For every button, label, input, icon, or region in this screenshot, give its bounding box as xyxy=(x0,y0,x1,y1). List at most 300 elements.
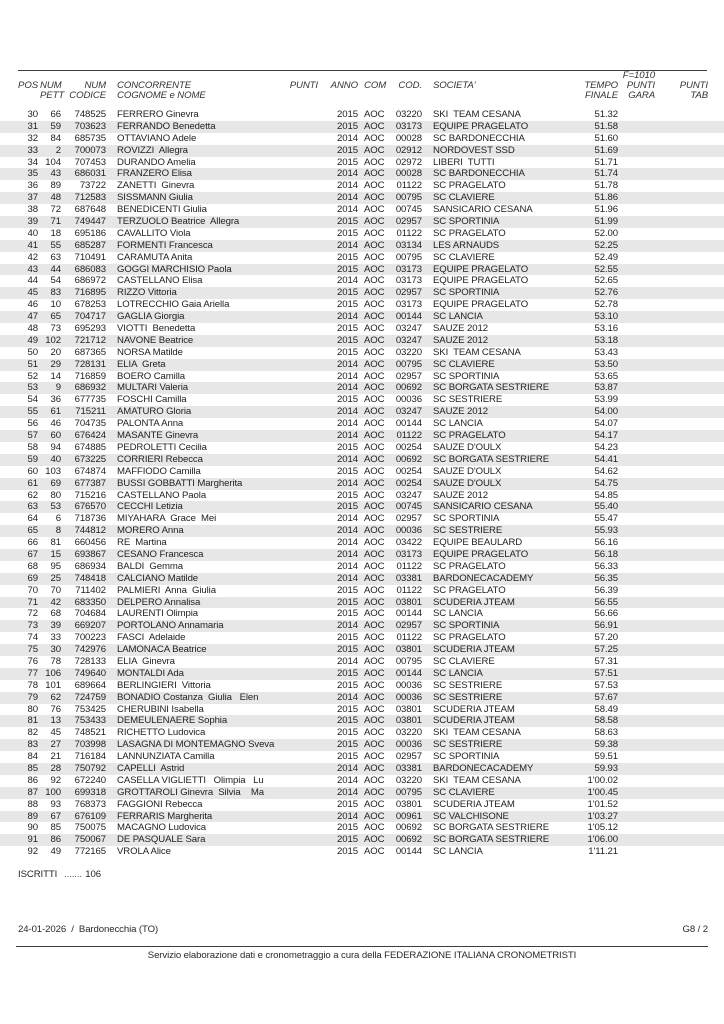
cell-anno: 2015 xyxy=(337,323,358,335)
cell-tempo: 55.47 xyxy=(594,513,618,525)
cell-codice: 716859 xyxy=(74,370,106,382)
cell-codice: 676570 xyxy=(74,501,106,513)
cell-societa: SANSICARIO CESANA xyxy=(433,501,533,513)
cell-cod: 01122 xyxy=(396,180,422,192)
cell-tempo: 54.75 xyxy=(594,477,618,489)
cell-codice: 753425 xyxy=(74,703,106,715)
cell-com: AOC xyxy=(364,168,385,180)
cell-num-pett: 85 xyxy=(50,822,61,834)
cell-societa: SKI TEAM CESANA xyxy=(433,346,521,358)
cell-anno: 2014 xyxy=(337,572,358,584)
cell-codice: 686083 xyxy=(74,263,106,275)
cell-codice: 695293 xyxy=(74,323,106,335)
cell-pos: 45 xyxy=(27,287,38,299)
cell-codice: 742976 xyxy=(74,644,106,656)
table-row xyxy=(0,620,724,632)
cell-anno: 2014 xyxy=(337,786,358,798)
cell-com: AOC xyxy=(364,275,385,287)
column-header-punti-tab-line2: TAB xyxy=(690,90,708,101)
cell-tempo: 51.32 xyxy=(594,109,618,120)
cell-cod: 00144 xyxy=(395,846,422,858)
table-row xyxy=(0,739,724,751)
cell-name: DELPERO Annalisa xyxy=(117,596,201,608)
cell-num-pett: 39 xyxy=(50,620,61,632)
cell-tempo: 1'05.12 xyxy=(587,822,618,834)
cell-name: NAVONE Beatrice xyxy=(117,334,194,346)
cell-cod: 00961 xyxy=(395,810,422,822)
cell-tempo: 54.07 xyxy=(594,418,618,430)
cell-anno: 2015 xyxy=(337,394,358,406)
cell-societa: EQUIPE BEAULARD xyxy=(433,537,523,549)
column-header-pett-line2: PETT xyxy=(40,90,65,101)
cell-num-pett: 6 xyxy=(55,513,61,525)
cell-societa: SAUZE D'OULX xyxy=(433,465,502,477)
cell-anno: 2015 xyxy=(337,679,358,691)
cell-cod: 01122 xyxy=(396,560,422,572)
cell-cod: 02972 xyxy=(395,156,422,168)
cell-tempo: 51.96 xyxy=(594,204,618,216)
cell-societa: EQUIPE PRAGELATO xyxy=(433,263,529,275)
cell-anno: 2014 xyxy=(337,560,358,572)
cell-anno: 2015 xyxy=(337,287,358,299)
cell-pos: 43 xyxy=(27,263,38,275)
cell-com: AOC xyxy=(364,739,385,751)
cell-tempo: 52.55 xyxy=(594,263,618,275)
cell-pos: 79 xyxy=(27,691,38,703)
cell-com: AOC xyxy=(364,465,385,477)
cell-societa: SC PRAGELATO xyxy=(433,584,506,596)
cell-societa: SCUDERIA JTEAM xyxy=(433,798,515,810)
cell-tempo: 52.00 xyxy=(594,227,618,239)
cell-name: FOSCHI Camilla xyxy=(117,394,187,406)
cell-codice: 748521 xyxy=(74,727,106,739)
table-row xyxy=(0,704,724,716)
cell-anno: 2014 xyxy=(337,691,358,703)
cell-codice: 660456 xyxy=(74,537,106,549)
cell-anno: 2015 xyxy=(337,251,358,263)
cell-tempo: 59.38 xyxy=(594,739,618,751)
cell-societa: SC BORGATA SESTRIERE xyxy=(433,453,549,465)
cell-anno: 2015 xyxy=(337,632,358,644)
cell-pos: 53 xyxy=(27,382,38,394)
cell-pos: 71 xyxy=(27,596,38,608)
cell-num-pett: 8 xyxy=(55,525,61,537)
cell-pos: 39 xyxy=(27,216,38,228)
cell-num-pett: 33 xyxy=(50,632,61,644)
cell-anno: 2014 xyxy=(337,311,358,323)
cell-com: AOC xyxy=(364,382,385,394)
cell-name: PALONTA Anna xyxy=(117,418,184,430)
cell-com: AOC xyxy=(364,216,385,228)
cell-pos: 46 xyxy=(27,299,38,311)
cell-codice: 683350 xyxy=(74,596,106,608)
table-row xyxy=(0,454,724,466)
cell-codice: 748418 xyxy=(74,572,106,584)
cell-anno: 2014 xyxy=(337,548,358,560)
cell-societa: SC PRAGELATO xyxy=(433,227,506,239)
cell-anno: 2015 xyxy=(337,465,358,477)
cell-name: FERRERO Ginevra xyxy=(117,109,199,120)
cell-anno: 2015 xyxy=(337,144,358,156)
cell-tempo: 56.39 xyxy=(594,584,618,596)
cell-societa: SC SPORTINIA xyxy=(433,287,500,299)
cell-societa: SC BARDONECCHIA xyxy=(433,132,525,144)
cell-anno: 2015 xyxy=(337,501,358,513)
iscritti-count: 106 xyxy=(85,869,101,880)
cell-name: LAMONACA Beatrice xyxy=(117,644,207,656)
table-row xyxy=(0,299,724,311)
cell-codice: 686932 xyxy=(74,382,106,394)
cell-anno: 2015 xyxy=(337,334,358,346)
cell-pos: 42 xyxy=(27,251,38,263)
cell-codice: 686972 xyxy=(74,275,106,287)
cell-codice: 716895 xyxy=(74,287,106,299)
iscritti-label: ISCRITTI xyxy=(18,869,58,880)
cell-cod: 00254 xyxy=(395,465,422,477)
table-row xyxy=(0,109,724,121)
cell-name: FERRARIS Margherita xyxy=(117,810,213,822)
cell-codice: 677735 xyxy=(74,394,106,406)
cell-cod: 03801 xyxy=(395,798,422,810)
cell-societa: SC PRAGELATO xyxy=(433,560,506,572)
cell-cod: 00692 xyxy=(395,382,422,394)
cell-societa: SAUZE 2012 xyxy=(433,489,488,501)
cell-codice: 703623 xyxy=(74,120,106,132)
cell-anno: 2014 xyxy=(337,418,358,430)
table-row xyxy=(0,275,724,287)
cell-name: CASTELLANO Elisa xyxy=(117,275,203,287)
column-header-societa: SOCIETA' xyxy=(433,80,476,91)
cell-pos: 36 xyxy=(27,180,38,192)
table-row xyxy=(0,573,724,585)
cell-com: AOC xyxy=(364,132,385,144)
cell-tempo: 57.20 xyxy=(594,632,618,644)
cell-cod: 02957 xyxy=(395,620,422,632)
cell-cod: 03801 xyxy=(395,715,422,727)
cell-societa: SC BORGATA SESTRIERE xyxy=(433,822,549,834)
cell-cod: 03220 xyxy=(395,346,422,358)
cell-cod: 00144 xyxy=(395,311,422,323)
table-row xyxy=(0,252,724,264)
column-header-pos: POS xyxy=(18,80,38,91)
cell-codice: 669207 xyxy=(74,620,106,632)
cell-tempo: 52.65 xyxy=(594,275,618,287)
cell-name: MONTALDI Ada xyxy=(117,667,184,679)
table-row xyxy=(0,501,724,513)
cell-num-pett: 93 xyxy=(50,798,61,810)
cell-name: RE Martina xyxy=(117,537,167,549)
cell-pos: 64 xyxy=(27,513,38,525)
cell-tempo: 53.50 xyxy=(594,358,618,370)
cell-com: AOC xyxy=(364,406,385,418)
cell-num-pett: 83 xyxy=(50,287,61,299)
cell-com: AOC xyxy=(364,430,385,442)
cell-num-pett: 73 xyxy=(50,323,61,335)
cell-tempo: 56.16 xyxy=(594,537,618,549)
cell-anno: 2014 xyxy=(337,762,358,774)
cell-anno: 2014 xyxy=(337,239,358,251)
cell-anno: 2015 xyxy=(337,822,358,834)
cell-anno: 2015 xyxy=(337,216,358,228)
cell-codice: 700073 xyxy=(74,144,106,156)
cell-tempo: 52.49 xyxy=(594,251,618,263)
cell-pos: 58 xyxy=(27,441,38,453)
cell-cod: 03247 xyxy=(395,323,422,335)
cell-num-pett: 86 xyxy=(50,834,61,846)
cell-cod: 00144 xyxy=(395,418,422,430)
column-header-punti-gara-line2: GARA xyxy=(628,90,655,101)
cell-com: AOC xyxy=(364,513,385,525)
cell-tempo: 54.23 xyxy=(594,441,618,453)
cell-num-pett: 80 xyxy=(50,489,61,501)
cell-codice: 711402 xyxy=(75,584,106,596)
cell-com: AOC xyxy=(364,548,385,560)
cell-num-pett: 15 xyxy=(50,548,61,560)
cell-pos: 69 xyxy=(27,572,38,584)
cell-societa: SC PRAGELATO xyxy=(433,632,506,644)
cell-codice: 689664 xyxy=(74,679,106,691)
cell-name: GROTTAROLI Ginevra Silvia Ma xyxy=(117,786,264,798)
table-row xyxy=(0,632,724,644)
cell-name: MAFFIODO Camilla xyxy=(117,465,201,477)
cell-tempo: 54.17 xyxy=(594,430,618,442)
cell-societa: SKI TEAM CESANA xyxy=(433,727,521,739)
cell-pos: 67 xyxy=(27,548,38,560)
cell-pos: 60 xyxy=(27,465,38,477)
table-row xyxy=(0,264,724,276)
cell-pos: 32 xyxy=(27,132,38,144)
cell-tempo: 51.69 xyxy=(594,144,618,156)
cell-name: ZANETTI Ginevra xyxy=(117,180,195,192)
cell-cod: 03247 xyxy=(395,334,422,346)
table-row xyxy=(0,192,724,204)
cell-societa: SC SESTRIERE xyxy=(433,739,503,751)
cell-tempo: 56.35 xyxy=(594,572,618,584)
cell-num-pett: 71 xyxy=(50,216,61,228)
cell-num-pett: 2 xyxy=(55,144,61,156)
cell-name: PALMIERI Anna Giulia xyxy=(117,584,216,596)
cell-com: AOC xyxy=(364,180,385,192)
cell-pos: 40 xyxy=(27,227,38,239)
cell-anno: 2015 xyxy=(337,644,358,656)
cell-tempo: 54.00 xyxy=(594,406,618,418)
cell-societa: LIBERI TUTTI xyxy=(433,156,495,168)
cell-societa: SAUZE 2012 xyxy=(433,334,488,346)
cell-anno: 2014 xyxy=(337,810,358,822)
cell-num-pett: 104 xyxy=(45,156,61,168)
cell-cod: 02957 xyxy=(395,216,422,228)
cell-tempo: 51.78 xyxy=(594,180,618,192)
cell-pos: 73 xyxy=(27,620,38,632)
cell-codice: 686031 xyxy=(74,168,106,180)
cell-cod: 02957 xyxy=(395,287,422,299)
table-row xyxy=(0,287,724,299)
column-header-codice-line2: CODICE xyxy=(69,90,106,101)
table-row xyxy=(0,537,724,549)
cell-com: AOC xyxy=(364,263,385,275)
cell-anno: 2015 xyxy=(337,846,358,858)
cell-pos: 55 xyxy=(27,406,38,418)
cell-societa: SC LANCIA xyxy=(433,608,483,620)
cell-anno: 2014 xyxy=(337,406,358,418)
cell-name: MORERO Anna xyxy=(117,525,184,537)
cell-name: BALDI Gemma xyxy=(117,560,183,572)
cell-pos: 72 xyxy=(27,608,38,620)
cell-com: AOC xyxy=(364,608,385,620)
cell-tempo: 56.66 xyxy=(594,608,618,620)
cell-societa: SC SPORTINIA xyxy=(433,216,500,228)
cell-societa: SC CLAVIERE xyxy=(433,786,495,798)
cell-num-pett: 21 xyxy=(50,751,61,763)
cell-com: AOC xyxy=(364,620,385,632)
cell-tempo: 1'03.27 xyxy=(587,810,618,822)
table-row xyxy=(0,692,724,704)
cell-codice: 772165 xyxy=(74,846,106,858)
cell-com: AOC xyxy=(364,156,385,168)
cell-name: ELIA Ginevra xyxy=(117,655,175,667)
cell-societa: SC SPORTINIA xyxy=(433,620,500,632)
cell-anno: 2014 xyxy=(337,525,358,537)
cell-num-pett: 10 xyxy=(50,299,61,311)
cell-cod: 00745 xyxy=(395,204,422,216)
table-row xyxy=(0,311,724,323)
cell-codice: 712583 xyxy=(74,192,106,204)
cell-tempo: 58.58 xyxy=(594,715,618,727)
cell-codice: 728131 xyxy=(74,358,106,370)
cell-pos: 49 xyxy=(27,334,38,346)
cell-cod: 03801 xyxy=(395,644,422,656)
cell-societa: SAUZE 2012 xyxy=(433,323,488,335)
table-row xyxy=(0,371,724,383)
cell-com: AOC xyxy=(364,453,385,465)
cell-name: AMATURO Gloria xyxy=(117,406,192,418)
table-row xyxy=(0,394,724,406)
table-row xyxy=(0,585,724,597)
cell-tempo: 56.18 xyxy=(594,548,618,560)
cell-com: AOC xyxy=(364,525,385,537)
cell-name: CARAMUTA Anita xyxy=(117,251,193,263)
cell-com: AOC xyxy=(364,822,385,834)
cell-name: BOERO Camilla xyxy=(117,370,186,382)
cell-codice: 768373 xyxy=(74,798,106,810)
cell-com: AOC xyxy=(364,287,385,299)
cell-com: AOC xyxy=(364,632,385,644)
column-header-com: COM xyxy=(364,80,387,91)
cell-num-pett: 48 xyxy=(50,192,61,204)
cell-societa: SC CLAVIERE xyxy=(433,655,495,667)
cell-pos: 47 xyxy=(27,311,38,323)
footer-date-location: 24-01-2026 / Bardonecchia (TO) xyxy=(18,924,159,935)
cell-pos: 63 xyxy=(27,501,38,513)
cell-tempo: 54.41 xyxy=(594,453,618,465)
cell-num-pett: 92 xyxy=(50,774,61,786)
cell-com: AOC xyxy=(364,691,385,703)
cell-num-pett: 106 xyxy=(45,667,61,679)
cell-tempo: 58.63 xyxy=(594,727,618,739)
cell-cod: 03173 xyxy=(395,299,422,311)
cell-anno: 2014 xyxy=(337,477,358,489)
cell-num-pett: 18 xyxy=(50,227,61,239)
cell-name: VIOTTI Benedetta xyxy=(117,323,196,335)
cell-anno: 2014 xyxy=(337,132,358,144)
cell-anno: 2015 xyxy=(337,703,358,715)
cell-com: AOC xyxy=(364,596,385,608)
cell-cod: 03173 xyxy=(395,275,422,287)
cell-num-pett: 65 xyxy=(50,311,61,323)
cell-anno: 2015 xyxy=(337,109,358,120)
cell-name: MASANTE Ginevra xyxy=(117,430,199,442)
cell-com: AOC xyxy=(364,299,385,311)
cell-anno: 2014 xyxy=(337,382,358,394)
column-header-punti: PUNTI xyxy=(289,80,318,91)
cell-cod: 03801 xyxy=(395,596,422,608)
cell-pos: 66 xyxy=(27,537,38,549)
cell-codice: 749640 xyxy=(74,667,106,679)
table-row xyxy=(0,323,724,335)
cell-name: VROLA Alice xyxy=(117,846,171,858)
cell-societa: SC SESTRIERE xyxy=(433,394,503,406)
table-row xyxy=(0,335,724,347)
cell-anno: 2015 xyxy=(337,227,358,239)
cell-societa: SC SPORTINIA xyxy=(433,513,500,525)
cell-num-pett: 36 xyxy=(50,394,61,406)
table-row xyxy=(0,513,724,525)
cell-societa: SC SPORTINIA xyxy=(433,370,500,382)
cell-com: AOC xyxy=(364,370,385,382)
cell-num-pett: 100 xyxy=(45,786,61,798)
cell-pos: 54 xyxy=(27,394,38,406)
cell-pos: 82 xyxy=(27,727,38,739)
cell-cod: 00036 xyxy=(395,691,422,703)
cell-cod: 03422 xyxy=(395,537,422,549)
cell-pos: 90 xyxy=(27,822,38,834)
column-header-name-line1: CONCORRENTE xyxy=(117,80,192,91)
cell-name: PEDROLETTI Cecilia xyxy=(117,441,207,453)
cell-pos: 91 xyxy=(27,834,38,846)
cell-anno: 2015 xyxy=(337,667,358,679)
cell-codice: 750067 xyxy=(74,834,106,846)
cell-pos: 38 xyxy=(27,204,38,216)
cell-anno: 2015 xyxy=(337,608,358,620)
cell-tempo: 55.93 xyxy=(594,525,618,537)
table-row xyxy=(0,168,724,180)
cell-name: CHERUBINI Isabella xyxy=(117,703,204,715)
cell-num-pett: 49 xyxy=(50,846,61,858)
cell-anno: 2015 xyxy=(337,751,358,763)
cell-codice: 750792 xyxy=(74,762,106,774)
cell-tempo: 57.53 xyxy=(594,679,618,691)
column-header-tempo-line1: TEMPO xyxy=(584,80,618,91)
cell-tempo: 53.65 xyxy=(594,370,618,382)
cell-name: DE PASQUALE Sara xyxy=(117,834,206,846)
cell-codice: 753433 xyxy=(74,715,106,727)
cell-codice: 673225 xyxy=(74,453,106,465)
cell-name: MULTARI Valeria xyxy=(117,382,188,394)
cell-tempo: 53.43 xyxy=(594,346,618,358)
cell-anno: 2014 xyxy=(337,370,358,382)
cell-anno: 2014 xyxy=(337,513,358,525)
cell-codice: 695186 xyxy=(74,227,106,239)
cell-com: AOC xyxy=(364,762,385,774)
cell-anno: 2014 xyxy=(337,204,358,216)
table-row xyxy=(0,787,724,799)
cell-com: AOC xyxy=(364,239,385,251)
cell-cod: 00795 xyxy=(395,251,422,263)
table-row xyxy=(0,406,724,418)
cell-codice: 685735 xyxy=(74,132,106,144)
cell-codice: 693867 xyxy=(74,548,106,560)
cell-name: FORMENTI Francesca xyxy=(117,239,213,251)
